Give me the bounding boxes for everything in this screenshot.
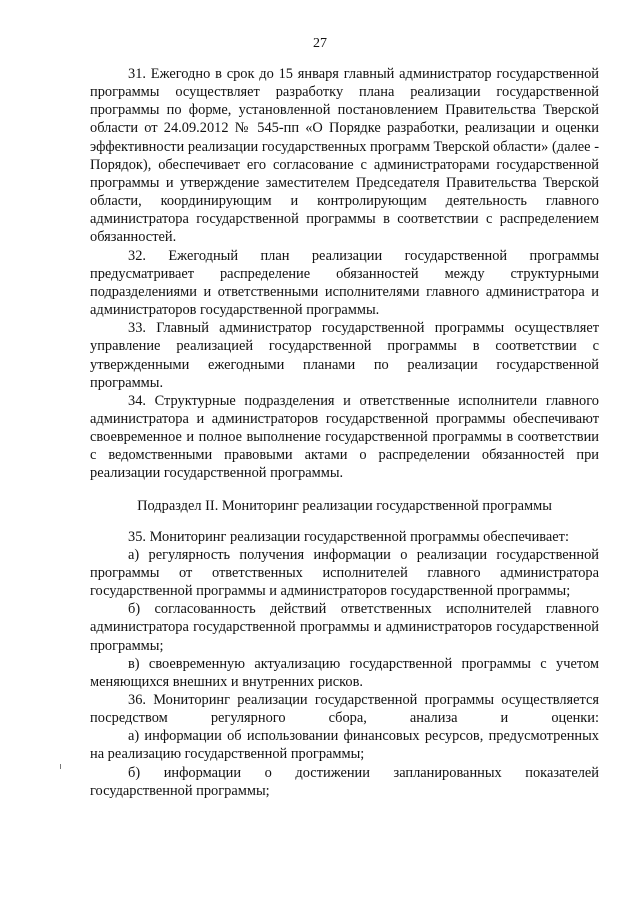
paragraph-36-a: а) информации об использовании финансовых ресурсов, предусмотренных на реализацию государственной программы;: [90, 728, 599, 763]
paragraph-35-b: б) согласованность действий ответственных исполнителей главного администратора государственной программы и администраторов государственной программы;: [90, 601, 599, 654]
paragraph-36: 36. Мониторинг реализации государственной программы осуществляется посредством регулярного сбора, анализа и оценки:: [90, 692, 599, 727]
document-body: [90, 65, 599, 800]
paragraph-32: 32. Ежегодный план реализации государственной программы предусматривает распределение обязанностей между структурными подразделениями и ответственными исполнителями главного администратора и администраторов государственной программы.: [90, 247, 599, 319]
paragraph-31: 31. Ежегодно в срок до 15 января главный администратор государственной программы осуществляет разработку плана реализации государственной программы по форме, установленной постановлением Правительства Тверской области от 24.09.2012 № 545-пп «О Порядке разработки, реализации и оценки эффективности реализации государственных программ Тверской области» (далее - Порядок), обеспечивает его согласование с администраторами государственной программы и утверждение заместителем Председателя Правительства Тверской области, координирующим и контролирующим деятельность главного администратора государственной программы в соответствии с распределением обязанностей.: [90, 66, 599, 246]
paragraph-34: 34. Структурные подразделения и ответственные исполнители главного администратора и администраторов государственной программы обеспечивают своевременное и полное выполнение государственной программы в соответствии с ведомственными правовыми актами о распределении обязанностей при реализации государственной программы.: [90, 392, 599, 482]
page-number: 27: [313, 36, 327, 51]
paragraph-35: 35. Мониторинг реализации государственной программы обеспечивает:: [128, 528, 569, 545]
margin-mark: [60, 764, 63, 769]
subsection-heading: Подраздел II. Мониторинг реализации государственной программы: [137, 497, 552, 514]
paragraph-35-a: а) регулярность получения информации о реализации государственной программы от ответственных исполнителей главного администратора государственной программы и администраторов государственной программы;: [90, 546, 599, 600]
paragraph-36-b: б) информации о достижении запланированных показателей государственной программы;: [90, 764, 599, 799]
paragraph-33: 33. Главный администратор государственной программы осуществляет управление реализацией государственной программы в соответствии с утвержденными ежегодными планами по реализации государственной программы.: [90, 320, 599, 391]
paragraph-35-v: в) своевременную актуализацию государственной программы с учетом меняющихся внешних и внутренних рисков.: [90, 655, 599, 690]
